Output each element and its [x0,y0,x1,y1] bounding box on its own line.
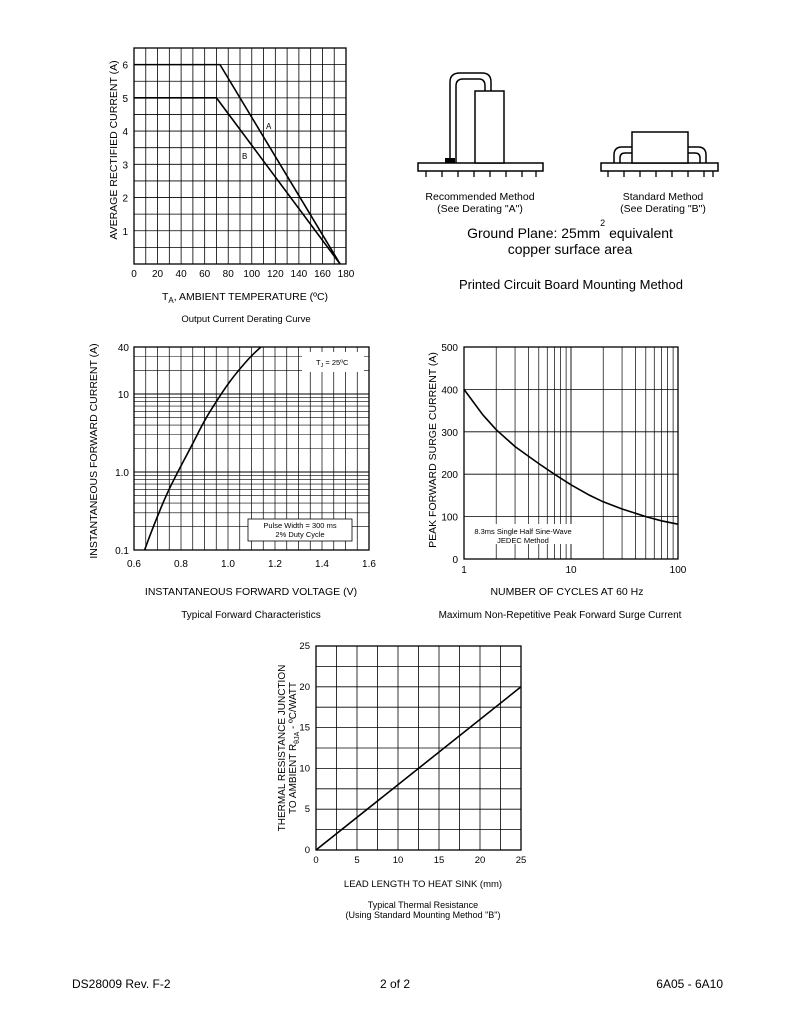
derating-xlabel: $T_A$, AMBIENT TEMPERATURE (ºC) [161,291,329,305]
x-tick-label: 0 [131,269,137,280]
y-tick-label: 1.0 [115,467,129,479]
footer-part-range: 6A05 - 6A10 [656,977,723,991]
x-tick-label: 1.0 [221,559,235,570]
x-tick-label: 1.2 [268,559,282,570]
thermal-ylabel-line2: TO AMBIENT $R_{\theta JA}$ - ºC/WATT [288,681,301,815]
pcb-recommended-diagram [418,73,543,177]
thermal-ylabel-line1: THERMAL RESISTANCE JUNCTION [277,664,288,832]
thermal-xlabel: LEAD LENGTH TO HEAT SINK (mm) [343,879,503,890]
x-tick-label: 1.4 [315,559,329,570]
y-tick-label: 3 [122,160,128,172]
y-tick-label: 1 [122,226,128,238]
forward-tj-label: $T_J$ = 25ºC [316,358,349,369]
y-tick-label: 0 [452,555,458,566]
footer-page-number: 2 of 2 [379,977,411,991]
surge-ylabel: PEAK FORWARD SURGE CURRENT (A) [427,352,439,548]
x-tick-label: 1 [461,565,467,576]
y-tick-label: 2 [122,193,128,205]
x-tick-label: 10 [392,855,404,866]
y-tick-label: 40 [117,343,129,354]
pcb-standard-label: Standard Method [622,191,704,203]
derating-ylabel: AVERAGE RECTIFIED CURRENT (A) [108,60,120,240]
x-tick-label: 140 [290,269,308,280]
pcb-recommended-sub: (See Derating "A") [437,203,523,215]
x-tick-label: 5 [354,855,360,866]
surge-caption: Maximum Non-Repetitive Peak Forward Surge Current [438,610,682,621]
x-tick-label: 0.6 [127,559,141,570]
y-tick-label: 10 [117,389,129,401]
x-tick-label: 10 [565,565,577,576]
x-tick-label: 120 [266,269,284,280]
x-tick-label: 15 [433,855,445,866]
derating-curve-label-b: B [242,152,248,161]
forward-caption: Typical Forward Characteristics [181,610,321,621]
surge-note-line1: 8.3ms Single Half Sine-Wave [474,527,572,536]
y-tick-label: 100 [441,512,458,524]
y-tick-label: 20 [299,681,310,693]
derating-caption: Output Current Derating Curve [181,314,311,325]
thermal-caption-line2: (Using Standard Mounting Method "B") [345,910,501,920]
pcb-ground-plane-line2: copper surface area [507,241,633,257]
x-tick-label: 100 [243,269,261,280]
x-tick-label: 60 [199,269,211,280]
y-tick-label: 4 [122,127,128,139]
y-tick-label: 25 [299,641,310,652]
y-tick-label: 5 [122,93,128,105]
thermal-ticks [299,641,526,866]
x-tick-label: 0.8 [174,559,188,570]
x-tick-label: 80 [222,269,234,280]
derating-grid [134,48,346,264]
y-tick-label: 200 [441,470,458,482]
x-tick-label: 20 [151,269,164,280]
x-tick-label: 180 [337,269,355,280]
y-tick-label: 0.1 [115,546,129,557]
y-tick-label: 400 [441,385,458,397]
x-tick-label: 1.6 [362,559,376,570]
x-tick-label: 25 [515,855,527,866]
y-tick-label: 5 [304,804,310,816]
forward-ylabel: INSTANTANEOUS FORWARD CURRENT (A) [88,343,100,559]
derating-curve-label-a: A [266,122,272,131]
y-tick-label: 300 [441,427,458,439]
x-tick-label: 100 [669,565,687,576]
pcb-ground-plane-line1: Ground Plane: $25mm^2$ equivalent [467,218,673,241]
pcb-title: Printed Circuit Board Mounting Method [458,277,684,292]
x-tick-label: 40 [175,269,187,280]
thermal-grid [316,646,521,850]
thermal-caption-line1: Typical Thermal Resistance [367,900,479,910]
x-tick-label: 160 [314,269,331,280]
y-tick-label: 6 [122,60,128,72]
pcb-standard-sub: (See Derating "B") [620,203,706,215]
x-tick-label: 20 [474,855,486,866]
pcb-standard-diagram [601,132,718,177]
surge-note-line2: JEDEC Method [497,536,549,545]
y-tick-label: 15 [299,722,310,734]
y-tick-label: 0 [304,845,310,856]
forward-note-line1: Pulse Width = 300 ms [263,521,337,530]
pcb-recommended-label: Recommended Method [425,191,535,203]
y-tick-label: 500 [441,343,458,354]
y-tick-label: 10 [299,763,310,775]
forward-note-line2: 2% Duty Cycle [275,530,325,539]
surge-xlabel: NUMBER OF CYCLES AT 60 Hz [490,586,644,598]
x-tick-label: 0 [313,855,319,866]
forward-xlabel: INSTANTANEOUS FORWARD VOLTAGE (V) [144,586,358,598]
footer-doc-number: DS28009 Rev. F-2 [72,977,171,991]
